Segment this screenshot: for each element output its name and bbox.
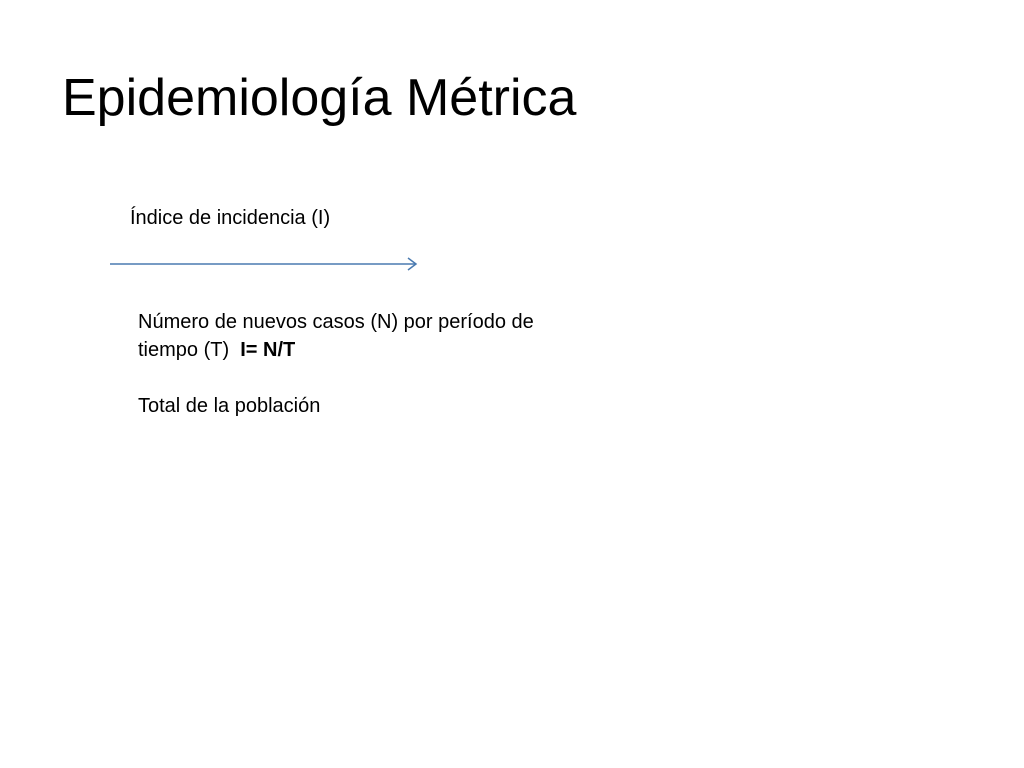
population-total-text: Total de la población <box>138 395 321 417</box>
definition-line-2 <box>138 336 618 364</box>
time-period-text: tiempo (T) <box>138 339 230 361</box>
slide-title: Epidemiología Métrica <box>62 69 577 127</box>
right-arrow-icon <box>108 254 422 274</box>
definition-line-1: Número de nuevos casos (N) por período de <box>138 311 534 333</box>
spacer <box>138 364 618 392</box>
incidence-formula: I= N/T <box>240 339 296 361</box>
incidence-index-label: Índice de incidencia (I) <box>130 207 331 229</box>
definition-block <box>138 308 618 420</box>
